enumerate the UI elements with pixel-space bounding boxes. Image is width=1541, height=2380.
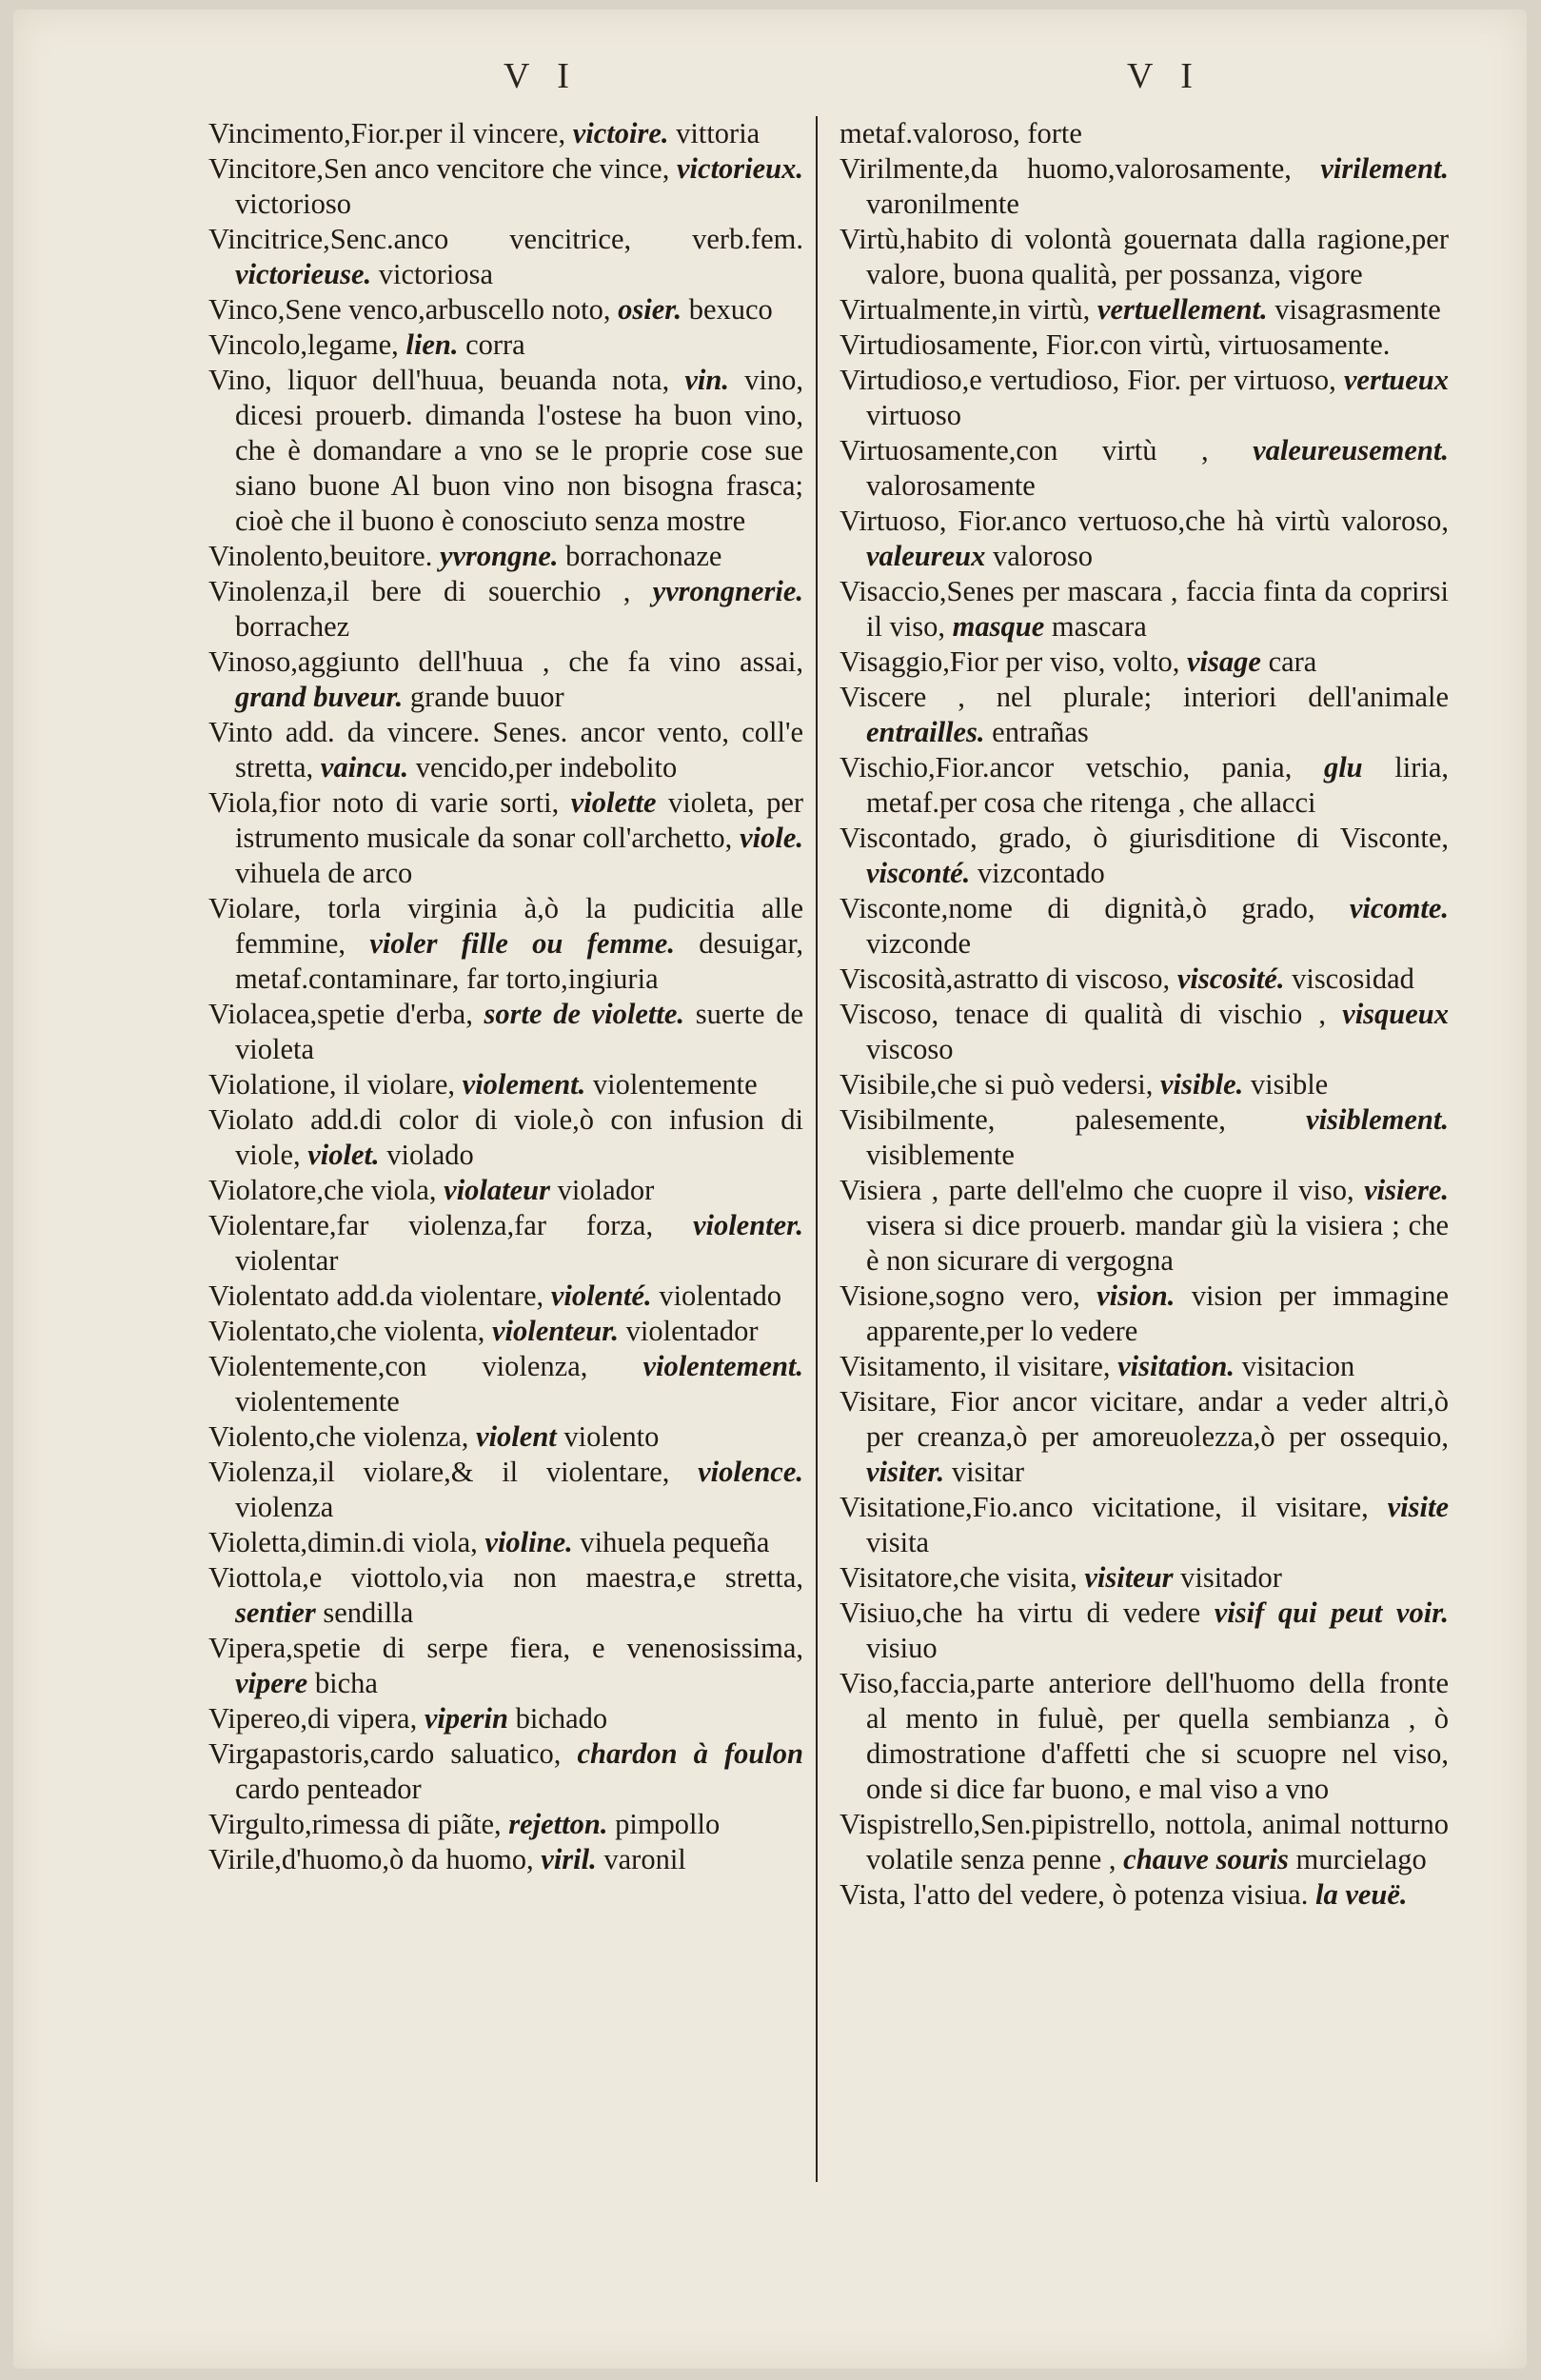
dictionary-entry (840, 292, 1449, 327)
dictionary-entry (208, 715, 803, 785)
entry-headword: Violare, torla virginia à,ò la pudicitia alle femmine, (208, 892, 803, 960)
entry-spanish: visiuo (866, 1632, 938, 1664)
entry-spanish: vizcontado (977, 857, 1105, 889)
entry-headword: Virgapastoris,cardo saluatico, (208, 1737, 562, 1770)
dictionary-entry (208, 1455, 803, 1525)
dictionary-entry (208, 1314, 803, 1349)
entry-headword: Visitamento, il visitare, (840, 1350, 1111, 1382)
entry-headword: Viottola,e viottolo,via non maestra,e stretta, (208, 1561, 803, 1594)
dictionary-entry (840, 363, 1449, 433)
dictionary-page (13, 10, 1527, 2369)
dictionary-entry (208, 1807, 803, 1842)
entry-spanish: valorosamente (866, 469, 1036, 502)
entry-french: visite (1387, 1491, 1449, 1523)
entry-headword: Visaccio,Senes per mascara , faccia finta da coprirsi il viso, (840, 575, 1449, 643)
entry-spanish: violador (557, 1174, 655, 1206)
entry-headword: Vipera,spetie di serpe fiera, e venenosissima, (208, 1632, 803, 1664)
entry-headword: Visiuo,che ha virtu di vedere (840, 1597, 1201, 1629)
entry-french: sorte de violette. (484, 998, 685, 1030)
entry-headword: Visaggio,Fior per viso, volto, (840, 645, 1180, 678)
entry-french: violenté. (550, 1279, 652, 1312)
dictionary-entry (208, 1279, 803, 1314)
dictionary-entry (840, 504, 1449, 574)
dictionary-entry (208, 574, 803, 645)
entry-headword: Virtualmente,in virtù, (840, 293, 1091, 326)
entry-french: viperin (424, 1702, 508, 1735)
entry-french: valeureusement. (1253, 434, 1449, 466)
entry-headword: Violatore,che viola, (208, 1174, 437, 1206)
entry-french: yvrongnerie. (652, 575, 803, 607)
entry-spanish: pimpollo (615, 1808, 721, 1840)
dictionary-entry (208, 1102, 803, 1173)
dictionary-entry (208, 997, 803, 1067)
entry-spanish: suerte de violeta (235, 998, 803, 1065)
entry-spanish: victorioso (235, 188, 351, 220)
entry-french: violette (570, 786, 657, 819)
dictionary-entry (208, 363, 803, 539)
dictionary-entry (208, 1208, 803, 1279)
entry-french: violateur (444, 1174, 551, 1206)
entry-spanish: sendilla (323, 1597, 414, 1629)
dictionary-entry (208, 1349, 803, 1419)
entry-spanish: violentado (659, 1279, 782, 1312)
entry-spanish: visiblemente (866, 1139, 1015, 1171)
entry-french: visible. (1160, 1068, 1244, 1101)
entry-spanish: violentemente (235, 1385, 400, 1418)
entry-french: chardon à foulon (577, 1737, 804, 1770)
entry-french: visitation. (1117, 1350, 1235, 1382)
entry-spanish: borrachez (235, 610, 350, 643)
entry-french: viril. (541, 1843, 597, 1875)
entry-french: visqueux (1342, 998, 1450, 1030)
entry-headword: Violento,che violenza, (208, 1420, 469, 1453)
entry-headword: Virtudiosamente, Fior.con virtù, (840, 328, 1212, 361)
dictionary-entry (208, 1842, 803, 1877)
entry-headword: metaf.valoroso, forte (840, 117, 1082, 149)
dictionary-entry (840, 1067, 1449, 1102)
entry-headword: Vipereo,di vipera, (208, 1702, 418, 1735)
entry-french: glu (1323, 751, 1363, 783)
entry-headword: Vino, liquor dell'huua, beuanda nota, (208, 364, 670, 396)
left-column (208, 116, 803, 1877)
entry-french: chauve souris (1123, 1843, 1289, 1875)
entry-french: valeureux (866, 540, 986, 572)
entry-headword: Violentato add.da violentare, (208, 1279, 544, 1312)
dictionary-entry (840, 1384, 1449, 1490)
entry-french: vicomte. (1349, 892, 1449, 924)
entry-headword: Violatione, il violare, (208, 1068, 456, 1101)
entry-french: violine. (484, 1526, 573, 1558)
dictionary-entry (840, 574, 1449, 645)
dictionary-entry (840, 1877, 1449, 1913)
dictionary-entry (208, 1173, 803, 1208)
entry-headword: Violenza,il violare,& il violentare, (208, 1456, 670, 1488)
entry-headword: Virile,d'huomo,ò da huomo, (208, 1843, 534, 1875)
entry-spanish: violentemente (592, 1068, 758, 1101)
entry-french: rejetton. (508, 1808, 608, 1840)
entry-spanish: vino, dicesi prouerb. dimanda l'ostese ha buon vino, che è domandare a vno se le proprie cose sue siano buone Al buon vino non bisogna frasca; cioè che il buono è conosciuto senza mostre (235, 364, 804, 537)
entry-french: visage (1187, 645, 1261, 678)
entry-spanish: varonilmente (866, 188, 1019, 220)
dictionary-entry (840, 750, 1449, 821)
entry-french: sentier (235, 1597, 316, 1629)
dictionary-entry (840, 1279, 1449, 1349)
dictionary-entry (208, 1736, 803, 1807)
entry-headword: Vista, l'atto del vedere, ò potenza visiua. (840, 1878, 1309, 1911)
entry-headword: Violato add.di color di viole,ò con infusion di viole, (208, 1103, 803, 1171)
entry-spanish: visitacion (1241, 1350, 1355, 1382)
dictionary-entry (208, 1631, 803, 1701)
entry-french: entrailles. (866, 716, 985, 748)
entry-french: vipere (235, 1667, 308, 1699)
entry-spanish: cara (1268, 645, 1317, 678)
entry-spanish: violenza (235, 1491, 334, 1523)
entry-spanish: violentar (235, 1244, 339, 1277)
entry-headword: Violacea,spetie d'erba, (208, 998, 473, 1030)
dictionary-entry (840, 1102, 1449, 1173)
entry-spanish: visible (1250, 1068, 1329, 1101)
entry-french: lien. (405, 328, 459, 361)
entry-spanish: valoroso (993, 540, 1094, 572)
dictionary-entry (208, 222, 803, 292)
entry-french: vertueux (1343, 364, 1450, 396)
entry-headword: Vinoso,aggiunto dell'huua , che fa vino assai, (208, 645, 803, 678)
entry-headword: Violetta,dimin.di viola, (208, 1526, 478, 1558)
entry-spanish: cardo penteador (235, 1773, 422, 1805)
entry-french: violer fille ou femme. (369, 927, 675, 960)
entry-headword: Virtudioso,e vertudioso, Fior. per virtuoso, (840, 364, 1336, 396)
entry-spanish: vittoria (676, 117, 761, 149)
entry-headword: Viso,faccia,parte anteriore dell'huomo della fronte al mento in fuluè, per quella sembianza , ò dimostratione d'affetti che si scuopre nel viso, onde si dice far buono, e mal viso a vno (840, 1667, 1449, 1805)
page-header-left: V I (504, 56, 579, 96)
entry-spanish: liria, metaf.per cosa che ritenga , che allacci (866, 751, 1449, 819)
dictionary-entry (840, 1349, 1449, 1384)
entry-french: vision. (1096, 1279, 1176, 1312)
entry-french: victorieux. (677, 152, 804, 185)
dictionary-entry (208, 1067, 803, 1102)
entry-headword: Virtuosamente,con virtù , (840, 434, 1209, 466)
entry-headword: Visitare, Fior ancor vicitare, andar a veder altri,ò per creanza,ò per amoreuolezza,ò per ossequio, (840, 1385, 1449, 1453)
column-divider (816, 116, 818, 2182)
entry-spanish: victoriosa (378, 258, 494, 290)
dictionary-entry (840, 821, 1449, 891)
entry-spanish: violento (563, 1420, 660, 1453)
page-header-right: V I (1127, 56, 1202, 96)
entry-headword: Violentare,far violenza,far forza, (208, 1209, 654, 1241)
entry-french: visconté. (866, 857, 971, 889)
entry-french: visiteur (1084, 1561, 1174, 1594)
entry-french: masque (952, 610, 1045, 643)
entry-headword: Vinolenza,il bere di souerchio , (208, 575, 631, 607)
entry-french: virilement. (1320, 152, 1450, 185)
entry-headword: Visiera , parte dell'elmo che cuopre il viso, (840, 1174, 1354, 1206)
dictionary-entry (840, 1173, 1449, 1279)
dictionary-entry (208, 539, 803, 574)
dictionary-entry (840, 680, 1449, 750)
dictionary-entry (840, 222, 1449, 292)
entry-spanish: violeta, per istrumento musicale da sonar coll'archetto, (235, 786, 804, 854)
entry-spanish: corra (465, 328, 525, 361)
entry-headword: Viscontado, grado, ò giurisditione di Visconte, (840, 822, 1449, 854)
entry-spanish: bicha (314, 1667, 378, 1699)
dictionary-entry (208, 785, 803, 891)
entry-french: violenteur. (492, 1315, 620, 1347)
entry-french: viole. (740, 822, 803, 854)
dictionary-entry (840, 1666, 1449, 1807)
dictionary-entry (208, 151, 803, 222)
entry-headword: Viscere , nel plurale; interiori dell'animale (840, 681, 1449, 713)
entry-french: vin. (684, 364, 729, 396)
entry-headword: Virgulto,rimessa di piãte, (208, 1808, 502, 1840)
entry-headword: Vischio,Fior.ancor vetschio, pania, (840, 751, 1293, 783)
dictionary-entry (840, 327, 1449, 363)
entry-french: vertuellement. (1096, 293, 1268, 326)
entry-headword: Visibile,che si può vedersi, (840, 1068, 1154, 1101)
entry-spanish: visitar (951, 1456, 1025, 1488)
entry-french: visiter. (866, 1456, 945, 1488)
entry-headword: Visione,sogno vero, (840, 1279, 1080, 1312)
entry-headword: Vincitrice,Senc.anco vencitrice, verb.fem. (208, 223, 803, 255)
entry-headword: Visibilmente, palesemente, (840, 1103, 1226, 1136)
dictionary-entry (840, 1490, 1449, 1560)
entry-spanish: violado (386, 1139, 474, 1171)
entry-french: vaincu. (320, 751, 409, 783)
dictionary-entry (208, 327, 803, 363)
entry-headword: Vincolo,legame, (208, 328, 399, 361)
entry-headword: Visitatione,Fio.anco vicitatione, il visitare, (840, 1491, 1369, 1523)
entry-spanish: bichado (515, 1702, 608, 1735)
entry-spanish: mascara (1051, 610, 1147, 643)
entry-headword: Vinolento,beuitore. (208, 540, 433, 572)
entry-spanish: virtuosamente. (1218, 328, 1391, 361)
entry-headword: Vincitore,Sen anco vencitore che vince, (208, 152, 670, 185)
entry-french: violent (476, 1420, 557, 1453)
entry-french: visif qui peut voir. (1214, 1597, 1450, 1629)
entry-spanish: visera si dice prouerb. mandar giù la visiera ; che è non sicurare di vergogna (866, 1209, 1449, 1277)
entry-french: visiblement. (1306, 1103, 1449, 1136)
entry-spanish: grande buuor (409, 681, 564, 713)
entry-french: violentement. (642, 1350, 804, 1382)
entry-spanish: borrachonaze (565, 540, 722, 572)
entry-spanish: vizconde (866, 927, 972, 960)
entry-french: violence. (698, 1456, 803, 1488)
entry-headword: Vispistrello,Sen.pipistrello, nottola, animal notturno volatile senza penne , (840, 1808, 1449, 1875)
dictionary-entry (840, 151, 1449, 222)
entry-french: victoire. (572, 117, 669, 149)
entry-spanish: violentador (625, 1315, 759, 1347)
entry-headword: Viscosità,astratto di viscoso, (840, 962, 1171, 995)
entry-spanish: vision per immagine apparente,per lo vedere (866, 1279, 1449, 1347)
dictionary-entry (840, 645, 1449, 680)
entry-spanish: vihuela pequeña (580, 1526, 770, 1558)
entry-spanish: viscoso (866, 1033, 954, 1065)
entry-headword: Violentato,che violenta, (208, 1315, 485, 1347)
entry-headword: Visitatore,che visita, (840, 1561, 1077, 1594)
dictionary-entry (208, 1560, 803, 1631)
entry-headword: Vincimento,Fior.per il vincere, (208, 117, 566, 149)
entry-spanish: murcielago (1295, 1843, 1427, 1875)
entry-headword: Vinto add. da vincere. Senes. ancor vento, coll'e stretta, (208, 716, 803, 783)
entry-headword: Virtù,habito di volontà gouernata dalla ragione,per valore, buona qualità, per possanza, vigore (840, 223, 1449, 290)
entry-french: grand buveur. (235, 681, 404, 713)
entry-headword: Vinco,Sene venco,arbuscello noto, (208, 293, 611, 326)
entry-french: yvrongne. (439, 540, 559, 572)
entry-headword: Virilmente,da huomo,valorosamente, (840, 152, 1292, 185)
dictionary-entry (840, 433, 1449, 504)
entry-headword: Viola,fior noto di varie sorti, (208, 786, 560, 819)
entry-spanish: entrañas (992, 716, 1089, 748)
entry-french: visiere. (1364, 1174, 1450, 1206)
dictionary-entry (208, 645, 803, 715)
entry-spanish: virtuoso (866, 399, 961, 431)
entry-spanish: visita (866, 1526, 930, 1558)
dictionary-entry (208, 891, 803, 997)
entry-headword: Violentemente,con violenza, (208, 1350, 588, 1382)
entry-french: osier. (618, 293, 682, 326)
dictionary-entry (840, 997, 1449, 1067)
entry-french: violenter. (692, 1209, 803, 1241)
entry-spanish: desuigar, metaf.contaminare, far torto,ingiuria (235, 927, 804, 995)
entry-headword: Viscoso, tenace di qualità di vischio , (840, 998, 1327, 1030)
entry-spanish: bexuco (688, 293, 773, 326)
entry-spanish: vencido,per indebolito (415, 751, 678, 783)
entry-spanish: varonil (603, 1843, 686, 1875)
dictionary-entry (840, 891, 1449, 962)
dictionary-entry (208, 1525, 803, 1560)
entry-headword: Virtuoso, Fior.anco vertuoso,che hà virtù valoroso, (840, 505, 1449, 537)
dictionary-entry (208, 1701, 803, 1736)
dictionary-entry (840, 1807, 1449, 1877)
entry-headword: Visconte,nome di dignità,ò grado, (840, 892, 1315, 924)
right-column (840, 116, 1449, 1913)
entry-spanish: vihuela de arco (235, 857, 413, 889)
entry-french: la veuë. (1314, 1878, 1408, 1911)
entry-french: violet. (307, 1139, 380, 1171)
entry-french: viscosité. (1176, 962, 1285, 995)
entry-french: violement. (462, 1068, 586, 1101)
dictionary-entry (208, 1419, 803, 1455)
dictionary-entry (208, 116, 803, 151)
entry-spanish: viscosidad (1292, 962, 1414, 995)
dictionary-entry (840, 1560, 1449, 1596)
dictionary-entry (840, 962, 1449, 997)
dictionary-entry (840, 1596, 1449, 1666)
dictionary-entry (840, 116, 1449, 151)
entry-french: victorieuse. (235, 258, 372, 290)
entry-spanish: visitador (1180, 1561, 1282, 1594)
entry-spanish: visagrasmente (1274, 293, 1441, 326)
dictionary-entry (208, 292, 803, 327)
